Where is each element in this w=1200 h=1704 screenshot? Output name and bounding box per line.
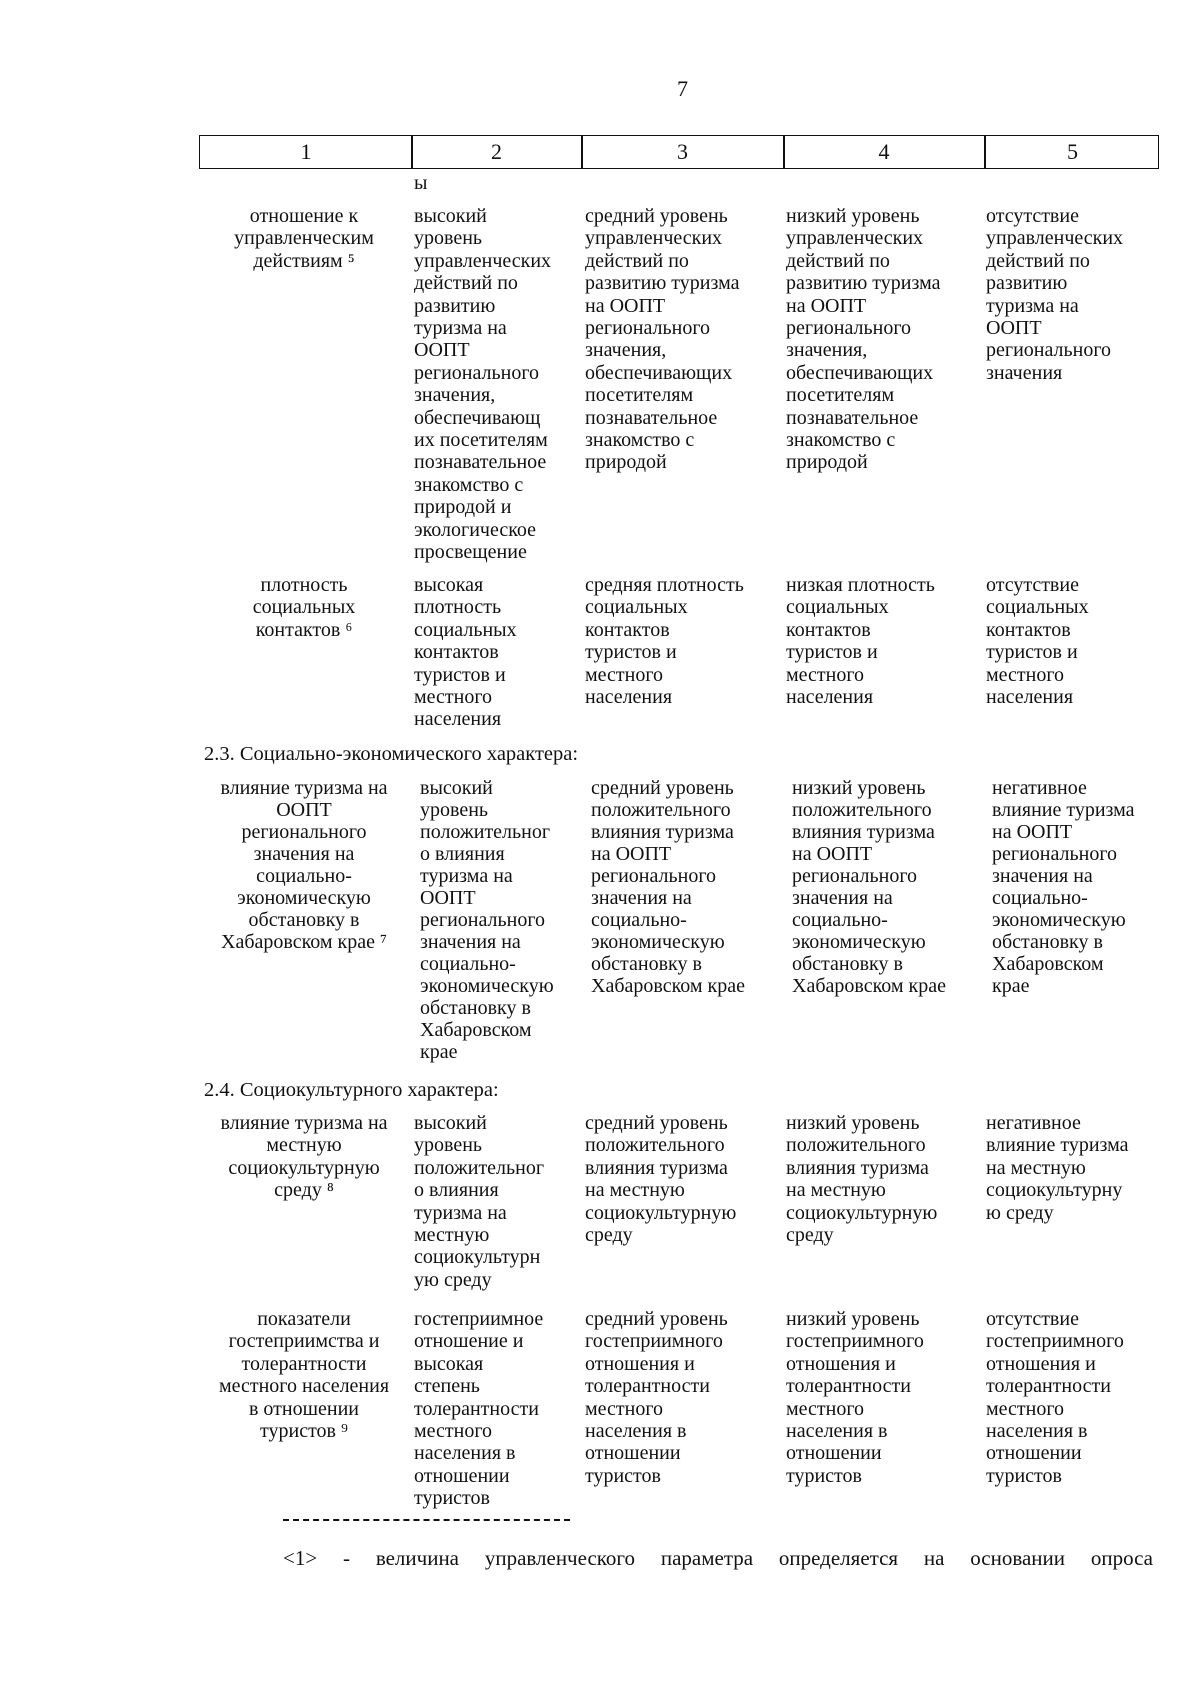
table-header bbox=[199, 135, 1159, 169]
row-management-param: отношение к управленческим действиям ⁵ bbox=[234, 205, 374, 272]
header-col-1: 1 bbox=[300, 139, 312, 164]
row-socioeconomic-high: высокий уровень положительног о влияния туризма на ООПТ регионального значения на социально- экономическую обстановку в Хабаровском крае bbox=[420, 777, 554, 1063]
row-density-high: высокая плотность социальных контактов туристов и местного населения bbox=[414, 574, 517, 731]
row-socioeconomic-negative: негативное влияние туризма на ООПТ регионального значения на социально- экономическую обстановку в Хабаровском крае bbox=[992, 777, 1135, 997]
row-density-low: низкая плотность социальных контактов туристов и местного населения bbox=[786, 574, 935, 709]
section-2-3-heading: 2.3. Социально-экономического характера: bbox=[204, 743, 579, 765]
header-col-2: 2 bbox=[491, 139, 502, 164]
footnote-separator bbox=[283, 1519, 570, 1521]
row-sociocultural-low: низкий уровень положительного влияния туризма на местную социокультурную среду bbox=[786, 1112, 938, 1247]
row-management-high: высокий уровень управленческих действий по развитию туризма на ООПТ регионального значения, обеспечивающ их посетителям познавательное знакомство с природой и экологическое просвещение bbox=[414, 205, 552, 564]
row-sociocultural-medium: средний уровень положительного влияния туризма на местную социокультурную среду bbox=[585, 1112, 737, 1247]
row-hospitality-param: показатели гостеприимства и толерантности местного населения в отношении туристов ⁹ bbox=[218, 1308, 390, 1443]
row-socioeconomic-medium: средний уровень положительного влияния туризма на ООПТ регионального значения на социально- экономическую обстановку в Хабаровском крае bbox=[591, 777, 746, 997]
row-density-medium: средняя плотность социальных контактов туристов и местного населения bbox=[585, 574, 744, 709]
row-management-medium: средний уровень управленческих действий по развитию туризма на ООПТ регионального значения, обеспечивающих посетителям познавательное знакомство с природой bbox=[585, 205, 740, 474]
row-sociocultural-high: высокий уровень положительног о влияния туризма на местную социокультурн ую среду bbox=[414, 1112, 545, 1291]
section-2-4-heading: 2.4. Социокультурного характера: bbox=[204, 1079, 499, 1101]
row-hospitality-low: низкий уровень гостеприимного отношения и толерантности местного населения в отношении туристов bbox=[786, 1308, 924, 1487]
footnote-1: <1> - величина управленческого параметра определяется на основании опроса bbox=[283, 1546, 1153, 1570]
row-hospitality-medium: средний уровень гостеприимного отношения и толерантности местного населения в отношении туристов bbox=[585, 1308, 728, 1487]
row-hospitality-high: гостеприимное отношение и высокая степень толерантности местного населения в отношении туристов bbox=[414, 1308, 544, 1510]
row-socioeconomic-low: низкий уровень положительного влияния туризма на ООПТ регионального значения на социально- экономическую обстановку в Хабаровском крае bbox=[792, 777, 947, 997]
row-hospitality-none: отсутствие гостеприимного отношения и толерантности местного населения в отношении туристов bbox=[986, 1308, 1124, 1487]
row-density-param: плотность социальных контактов ⁶ bbox=[252, 574, 356, 641]
row-density-none: отсутствие социальных контактов туристов и местного населения bbox=[986, 574, 1089, 709]
row-management-low: низкий уровень управленческих действий по развитию туризма на ООПТ регионального значения, обеспечивающих посетителям познавательное знакомство с природой bbox=[786, 205, 941, 474]
page-number: 7 bbox=[677, 76, 688, 101]
row-sociocultural-param: влияние туризма на местную социокультурную среду ⁸ bbox=[220, 1112, 388, 1202]
row-management-none: отсутствие управленческих действий по развитию туризма на ООПТ регионального значения bbox=[986, 205, 1124, 384]
header-col-5: 5 bbox=[1067, 139, 1078, 164]
continued-fragment: ы bbox=[414, 172, 428, 194]
header-col-4: 4 bbox=[878, 139, 890, 164]
header-col-3: 3 bbox=[677, 139, 688, 164]
row-sociocultural-negative: негативное влияние туризма на местную социокультурну ю среду bbox=[986, 1112, 1129, 1224]
row-socioeconomic-param: влияние туризма на ООПТ регионального значения на социально- экономическую обстановку в Хабаровском крае ⁷ bbox=[220, 777, 388, 953]
